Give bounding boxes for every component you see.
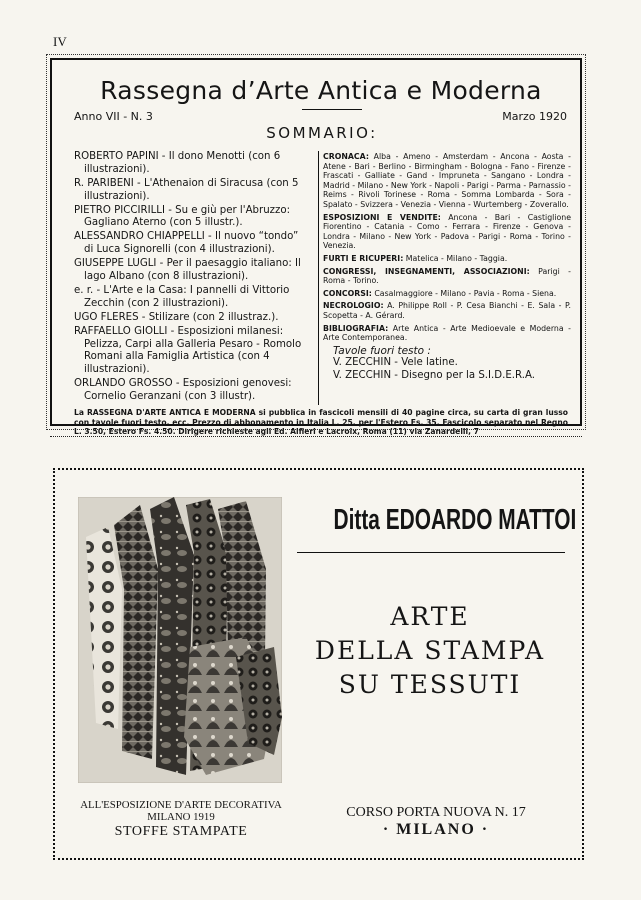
expo-caption-title: STOFFE STAMPATE — [114, 824, 248, 839]
issue-date: Marzo 1920 — [502, 110, 567, 123]
ad-city: · MILANO · — [382, 821, 490, 838]
sommario-heading: SOMMARIO: — [266, 124, 378, 142]
page-number: IV — [53, 34, 67, 49]
rubric-necrologio: NECROLOGIO: A. Philippe Roll - P. Cesa Bianchi - E. Sala - P. Scopetta - A. Gérard. — [323, 301, 571, 320]
issue-number: Anno VII - N. 3 — [74, 110, 153, 123]
article-entry: ORLANDO GROSSO - Esposizioni genovesi: Cornelio Geranzani (con 3 illustr). — [74, 378, 292, 402]
rubric-esposizioni: ESPOSIZIONI E VENDITE: Ancona - Bari - Castiglione Fiorentino - Catania - Como - Ferrara - Firenze - Genova - Londra - Milano - New York - Padova - Parigi - Roma - Torino - Venezia. — [323, 212, 571, 251]
section-separator — [50, 436, 582, 437]
headline-line: DELLA STAMPA — [314, 636, 546, 665]
rubrics-column — [323, 152, 571, 382]
articles-column — [74, 151, 310, 405]
article-entry: ALESSANDRO CHIAPPELLI - Il nuovo “tondo” di Luca Signorelli (con 4 illustrazioni). — [74, 231, 299, 256]
article-entry: PIETRO PICCIRILLI - Su e giù per l'Abruzzo: Gagliano Aterno (con 5 illustr.). — [74, 204, 291, 229]
rubric-furti: FURTI E RICUPERI: Matelica - Milano - Taggia. — [323, 253, 508, 263]
rubric-congressi: CONGRESSI, INSEGNAMENTI, ASSOCIAZIONI: Parigi - Roma - Torino. — [323, 266, 571, 286]
magazine-title: Rassegna d’Arte Antica e Moderna — [100, 76, 542, 105]
rubric-concorsi: CONCORSI: Casalmaggiore - Milano - Pavia - Roma - Siena. — [323, 288, 557, 298]
expo-caption-line: ALL'ESPOSIZIONE D'ARTE DECORATIVA — [80, 799, 282, 811]
article-entry: R. PARIBENI - L'Athenaion di Siracusa (con 5 illustrazioni). — [74, 177, 299, 202]
column-divider — [318, 151, 319, 405]
article-entry: GIUSEPPE LUGLI - Per il paesaggio italiano: Il lago Albano (con 8 illustrazioni). — [74, 258, 301, 282]
company-name: Ditta EDOARDO MATTOI — [333, 504, 577, 536]
rubric-cronaca: CRONACA: Alba - Ameno - Amsterdam - Ancona - Aosta - Atene - Bari - Berlino - Birmingham - Bologna - Fano - Firenze - Frascati - Galliate - Gand - Impruneta - Sangano - Londra - Madrid - Milano - New York - Napoli - Parigi - Parma - Parnassio - Reims - Rivoli Torinese - Roma - Somma Lombarda - Sora - Spalato - Svizzera - Venezia - Vienna - Wurtemberg - Zoverallo. — [323, 152, 571, 209]
tavole-heading: Tavole fuori testo : — [333, 344, 431, 357]
article-entry: UGO FLERES - Stilizare (con 2 illustraz.). — [74, 311, 279, 323]
ad-address: CORSO PORTA NUOVA N. 17 — [346, 805, 526, 820]
article-entry: RAFFAELLO GIOLLI - Esposizioni milanesi: Pelizza, Carpi alla Galleria Pesaro - Romolo Romani alla Famiglia Artistica (con 4 illustrazioni). — [74, 325, 302, 375]
ad-headline — [296, 600, 564, 702]
expo-caption-line: MILANO 1919 — [147, 811, 215, 823]
subscription-note: La RASSEGNA D'ARTE ANTICA E MODERNA si pubblica in fascicoli mensili di 40 pagine circa, su carta di gran lusso con tavole fuori testo, ecc. Prezzo di abbonamento in Italia L. 25, per l'Estero Fs. 35. Fascicolo separato nel Regno L. 3.50, Estero Fs. 4.50. Dirigere richieste agli Ed. Alfieri e Lacroix, Roma (11) via Zanardelli, 7 — [74, 408, 568, 437]
rubric-bibliografia: BIBLIOGRAFIA: Arte Antica - Arte Medioevale e Moderna - Arte Contemporanea. — [323, 323, 571, 343]
article-entry: e. r. - L'Arte e la Casa: I pannelli di Vittorio Zecchin (con 2 illustrazioni). — [74, 284, 290, 309]
tavola-item: V. ZECCHIN - Disegno per la S.I.D.E.R.A. — [333, 369, 536, 381]
headline-line: SU TESSUTI — [338, 670, 522, 699]
company-rule — [297, 552, 565, 553]
printed-fabrics-photo — [78, 497, 282, 783]
article-entry: ROBERTO PAPINI - Il dono Menotti (con 6 illustrazioni). — [74, 151, 281, 175]
title-rule — [302, 109, 362, 110]
tavola-item: V. ZECCHIN - Vele latine. — [333, 357, 458, 369]
headline-line: ARTE — [390, 602, 470, 631]
